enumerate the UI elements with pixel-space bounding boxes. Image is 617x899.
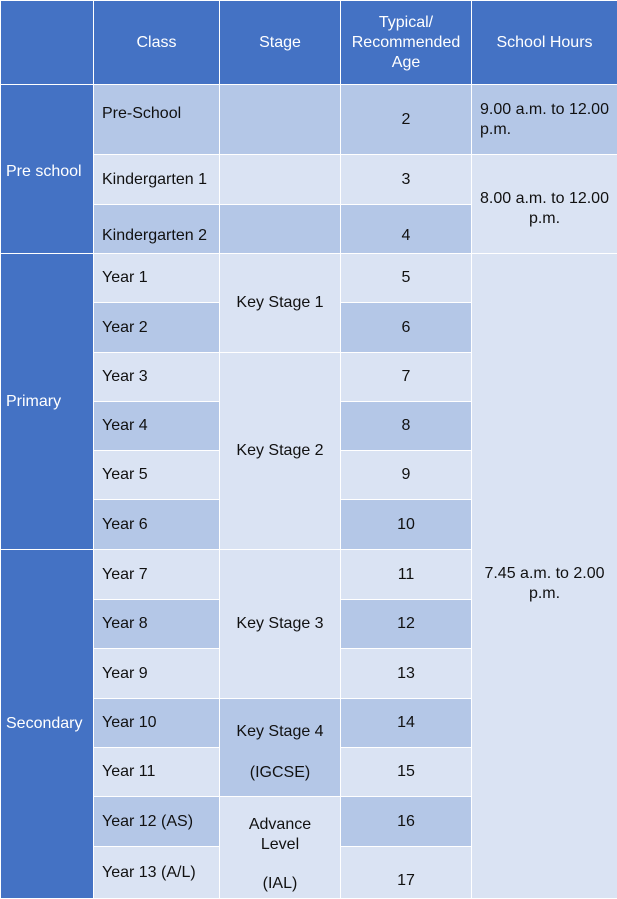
age-cell: 9 [341, 451, 472, 500]
age-cell: 6 [341, 303, 472, 353]
header-hours: School Hours [472, 1, 617, 85]
stage-adv-line2: Level [261, 836, 299, 853]
table-row [1, 155, 617, 205]
class-cell: Year 1 [94, 254, 220, 303]
class-cell: Year 11 [94, 748, 220, 797]
stage-cell-empty [220, 155, 341, 205]
class-cell: Year 8 [94, 600, 220, 649]
class-cell: Year 2 [94, 303, 220, 353]
header-group [1, 1, 94, 85]
table-row [1, 85, 617, 155]
header-age-line1: Typical/ [379, 14, 433, 31]
hours-kindergarten: 8.00 a.m. to 12.00 p.m. [472, 155, 617, 254]
age-cell: 3 [341, 155, 472, 205]
class-cell: Year 6 [94, 500, 220, 550]
stage-cell-empty [220, 85, 341, 155]
stage-adv-line3: (IAL) [220, 874, 340, 894]
age-cell: 16 [341, 797, 472, 847]
header-age-line2: Recommended [352, 34, 461, 51]
class-cell: Year 5 [94, 451, 220, 500]
stage-ks4-line1: Key Stage 4 [220, 723, 340, 741]
stage-adv-line1: Advance [249, 816, 311, 833]
group-primary: Primary [1, 254, 94, 550]
stage-advance-level [220, 797, 341, 899]
class-cell: Year 4 [94, 402, 220, 451]
stage-ks3: Key Stage 3 [220, 550, 341, 699]
header-age-line3: Age [392, 54, 420, 71]
class-cell: Year 3 [94, 353, 220, 402]
class-cell: Kindergarten 1 [94, 155, 220, 205]
header-stage: Stage [220, 1, 341, 85]
age-cell: 13 [341, 649, 472, 699]
age-cell: 14 [341, 699, 472, 748]
age-cell: 10 [341, 500, 472, 550]
header-age [341, 1, 472, 85]
age-cell: 2 [341, 85, 472, 155]
hours-school: 7.45 a.m. to 2.00 p.m. [472, 254, 617, 899]
stage-ks4 [220, 699, 341, 797]
stage-ks1: Key Stage 1 [220, 254, 341, 353]
stage-ks4-line2: (IGCSE) [220, 764, 340, 782]
age-cell: 5 [341, 254, 472, 303]
class-cell: Kindergarten 2 [94, 205, 220, 254]
age-cell: 12 [341, 600, 472, 649]
class-cell: Year 12 (AS) [94, 797, 220, 847]
class-cell: Year 7 [94, 550, 220, 600]
age-cell: 8 [341, 402, 472, 451]
age-cell: 11 [341, 550, 472, 600]
hours-preschool: 9.00 a.m. to 12.00 p.m. [472, 85, 617, 155]
table-row [1, 254, 617, 303]
header-class: Class [94, 1, 220, 85]
age-cell: 4 [341, 205, 472, 254]
class-cell: Year 10 [94, 699, 220, 748]
age-cell: 17 [341, 847, 472, 899]
class-cell: Year 9 [94, 649, 220, 699]
class-cell: Pre-School [94, 85, 220, 155]
group-preschool: Pre school [1, 85, 94, 254]
stage-cell-empty [220, 205, 341, 254]
class-cell: Year 13 (A/L) [94, 847, 220, 899]
stage-ks2: Key Stage 2 [220, 353, 341, 550]
group-secondary: Secondary [1, 550, 94, 899]
age-cell: 15 [341, 748, 472, 797]
age-cell: 7 [341, 353, 472, 402]
header-row [1, 1, 617, 85]
